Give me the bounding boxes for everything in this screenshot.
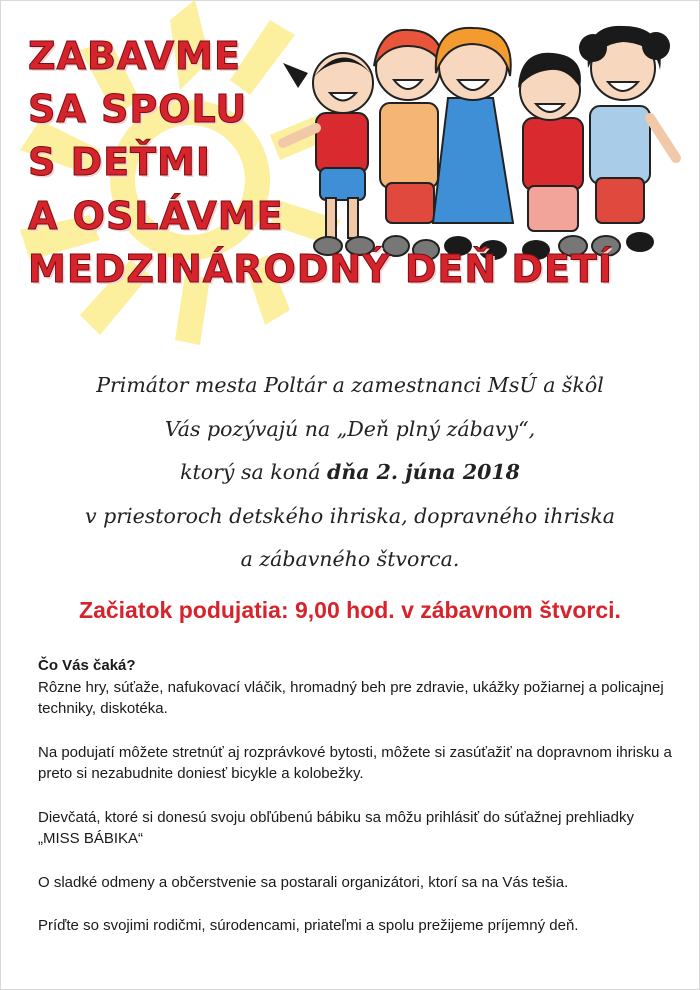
details-paragraph: Príďte so svojimi rodičmi, súrodencami, priateľmi a spolu prežijeme príjemný deň. bbox=[38, 917, 579, 934]
event-start-time: Začiatok podujatia: 9,00 hod. v zábavnom štvorci. bbox=[79, 597, 621, 623]
event-date: dňa 2. júna 2018 bbox=[326, 460, 520, 484]
invitation-text bbox=[0, 364, 700, 582]
event-details bbox=[38, 655, 678, 959]
invitation-date-prefix: ktorý sa koná bbox=[180, 460, 327, 484]
details-paragraph: Na podujatí môžete stretnúť aj rozprávkové bytosti, môžete si zasúťažiť na dopravnom ihrisku a preto si nezabudnite doniesť bicykle a kolobežky. bbox=[38, 743, 672, 782]
invitation-line: Vás pozývajú na „Deň plný zábavy“, bbox=[164, 416, 536, 441]
headline-line: S DEŤMI bbox=[28, 140, 211, 185]
headline-line: MEDZINÁRODNÝ DEŇ DETÍ bbox=[28, 246, 613, 291]
headline-line: ZABAVME bbox=[28, 34, 241, 78]
details-text: Rôzne hry, súťaže, nafukovací vláčik, hromadný beh pre zdravie, ukážky požiarnej a policajnej techniky, diskotéka. bbox=[38, 678, 664, 717]
invitation-line: Primátor mesta Poltár a zamestnanci MsÚ a škôl bbox=[96, 373, 604, 397]
headline-line: SA SPOLU bbox=[28, 87, 248, 132]
invitation-line bbox=[0, 451, 700, 495]
details-heading: Čo Vás čaká? bbox=[38, 657, 136, 674]
headline-line: A OSLÁVME bbox=[28, 193, 284, 238]
details-paragraph: Dievčatá, ktoré si donesú svoju obľúbenú bábiku sa môžu prihlásiť do súťažnej prehliadky „MISS BÁBIKA“ bbox=[38, 808, 634, 847]
details-paragraph: O sladké odmeny a občerstvenie sa postarali organizátori, ktorí sa na Vás tešia. bbox=[38, 873, 569, 891]
details-paragraph bbox=[38, 655, 678, 720]
invitation-line: v priestoroch detského ihriska, dopravného ihriska bbox=[85, 503, 615, 528]
poster-headline bbox=[28, 30, 613, 296]
invitation-line: a zábavného štvorca. bbox=[240, 547, 460, 571]
